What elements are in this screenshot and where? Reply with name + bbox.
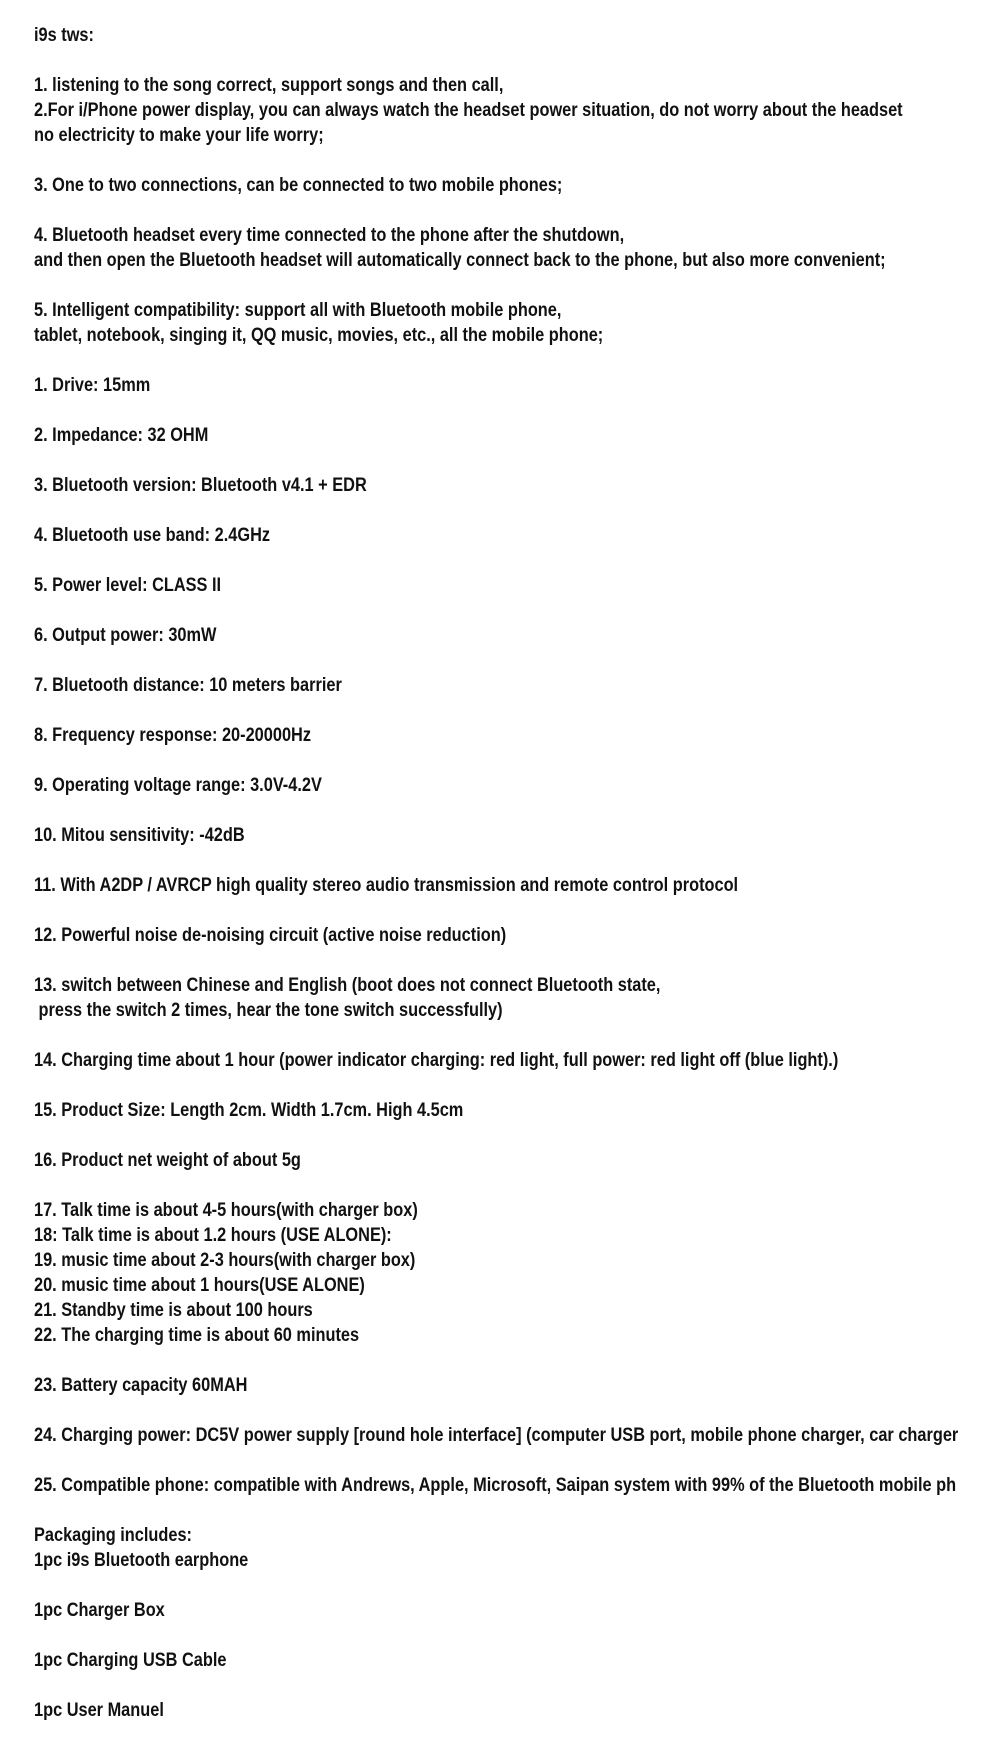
spec-document (34, 23, 959, 1723)
paragraph-spacer (34, 48, 865, 73)
text-line: 18: Talk time is about 1.2 hours (USE ALONE): (34, 1225, 392, 1246)
paragraph-spacer (34, 1348, 865, 1373)
text-line: 17. Talk time is about 4-5 hours(with charger box) (34, 1200, 418, 1221)
paragraph (34, 223, 886, 273)
paragraph (34, 473, 865, 498)
paragraph (34, 373, 865, 398)
text-line: no electricity to make your life worry; (34, 125, 324, 146)
paragraph-spacer (34, 1498, 865, 1523)
text-line: tablet, notebook, singing it, QQ music, movies, etc., all the mobile phone; (34, 325, 604, 346)
paragraph-spacer (34, 148, 865, 173)
text-line: Packaging includes: (34, 1525, 193, 1546)
paragraph-spacer (34, 448, 865, 473)
text-line: 19. music time about 2-3 hours(with charger box) (34, 1250, 416, 1271)
text-line: 8. Frequency response: 20-20000Hz (34, 725, 312, 746)
paragraph-spacer (34, 1073, 865, 1098)
paragraph (34, 1048, 865, 1073)
text-line: 16. Product net weight of about 5g (34, 1150, 301, 1171)
paragraph-spacer (34, 498, 865, 523)
paragraph-spacer (34, 548, 865, 573)
text-line: 25. Compatible phone: compatible with Andrews, Apple, Microsoft, Saipan system with 99% of the Bluetooth mobile ph (34, 1475, 957, 1496)
text-line: 1pc Charger Box (34, 1600, 165, 1621)
text-line: 20. music time about 1 hours(USE ALONE) (34, 1275, 365, 1296)
text-line: 23. Battery capacity 60MAH (34, 1375, 248, 1396)
text-line: and then open the Bluetooth headset will automatically connect back to the phone, but also more convenient; (34, 250, 886, 271)
text-line: 1pc i9s Bluetooth earphone (34, 1550, 249, 1571)
paragraph-spacer (34, 698, 865, 723)
paragraph-spacer (34, 598, 865, 623)
text-line: i9s tws: (34, 25, 94, 46)
text-line: 3. One to two connections, can be connected to two mobile phones; (34, 175, 563, 196)
text-line: press the switch 2 times, hear the tone switch successfully) (34, 1000, 503, 1021)
text-line: 1. listening to the song correct, support songs and then call, (34, 75, 504, 96)
text-line: 2. Impedance: 32 OHM (34, 425, 209, 446)
paragraph (34, 823, 865, 848)
paragraph-spacer (34, 1123, 865, 1148)
paragraph (34, 973, 865, 1023)
paragraph (34, 1198, 865, 1348)
paragraph (34, 873, 865, 898)
paragraph (34, 1373, 865, 1398)
text-line: 5. Power level: CLASS II (34, 575, 222, 596)
text-line: 24. Charging power: DC5V power supply [round hole interface] (computer USB port, mobile phone charger, car charger (34, 1425, 959, 1446)
paragraph (34, 1473, 957, 1498)
text-line: 12. Powerful noise de-noising circuit (active noise reduction) (34, 925, 507, 946)
paragraph (34, 573, 865, 598)
paragraph-spacer (34, 948, 865, 973)
text-line: 6. Output power: 30mW (34, 625, 217, 646)
paragraph (34, 673, 865, 698)
paragraph (34, 773, 865, 798)
text-line: 1pc Charging USB Cable (34, 1650, 227, 1671)
paragraph-spacer (34, 1448, 865, 1473)
text-line: 4. Bluetooth headset every time connected to the phone after the shutdown, (34, 225, 625, 246)
paragraph-spacer (34, 1573, 865, 1598)
paragraph (34, 623, 865, 648)
text-line: 21. Standby time is about 100 hours (34, 1300, 313, 1321)
paragraph (34, 73, 903, 148)
text-line: 14. Charging time about 1 hour (power indicator charging: red light, full power: red light off (blue light).) (34, 1050, 839, 1071)
paragraph-spacer (34, 1023, 865, 1048)
text-line: 1. Drive: 15mm (34, 375, 151, 396)
paragraph (34, 1423, 959, 1448)
paragraph-spacer (34, 1398, 865, 1423)
paragraph-spacer (34, 798, 865, 823)
text-line: 13. switch between Chinese and English (boot does not connect Bluetooth state, (34, 975, 661, 996)
paragraph (34, 723, 865, 748)
text-line: 1pc User Manuel (34, 1700, 164, 1721)
paragraph (34, 423, 865, 448)
paragraph (34, 923, 865, 948)
paragraph-spacer (34, 273, 865, 298)
text-line: 15. Product Size: Length 2cm. Width 1.7cm. High 4.5cm (34, 1100, 464, 1121)
text-line: 5. Intelligent compatibility: support all with Bluetooth mobile phone, (34, 300, 562, 321)
paragraph (34, 1098, 865, 1123)
text-line: 22. The charging time is about 60 minutes (34, 1325, 360, 1346)
text-line: 7. Bluetooth distance: 10 meters barrier (34, 675, 342, 696)
paragraph-spacer (34, 1173, 865, 1198)
paragraph (34, 523, 865, 548)
paragraph-spacer (34, 848, 865, 873)
text-line: 4. Bluetooth use band: 2.4GHz (34, 525, 271, 546)
paragraph (34, 173, 865, 198)
paragraph-spacer (34, 1673, 865, 1698)
text-line: 10. Mitou sensitivity: -42dB (34, 825, 245, 846)
paragraph (34, 1648, 865, 1673)
paragraph (34, 298, 865, 348)
paragraph (34, 1698, 865, 1723)
paragraph-spacer (34, 648, 865, 673)
text-line: 9. Operating voltage range: 3.0V-4.2V (34, 775, 322, 796)
paragraph-spacer (34, 748, 865, 773)
paragraph-spacer (34, 398, 865, 423)
paragraph (34, 1523, 865, 1573)
paragraph-spacer (34, 1623, 865, 1648)
text-line: 2.For i/Phone power display, you can always watch the headset power situation, do not worry about the headset (34, 100, 903, 121)
paragraph-spacer (34, 198, 865, 223)
document-title-block (34, 23, 865, 48)
text-line: 11. With A2DP / AVRCP high quality stereo audio transmission and remote control protocol (34, 875, 739, 896)
paragraph-spacer (34, 898, 865, 923)
paragraph (34, 1148, 865, 1173)
paragraph-spacer (34, 348, 865, 373)
paragraph (34, 1598, 865, 1623)
text-line: 3. Bluetooth version: Bluetooth v4.1 + EDR (34, 475, 367, 496)
